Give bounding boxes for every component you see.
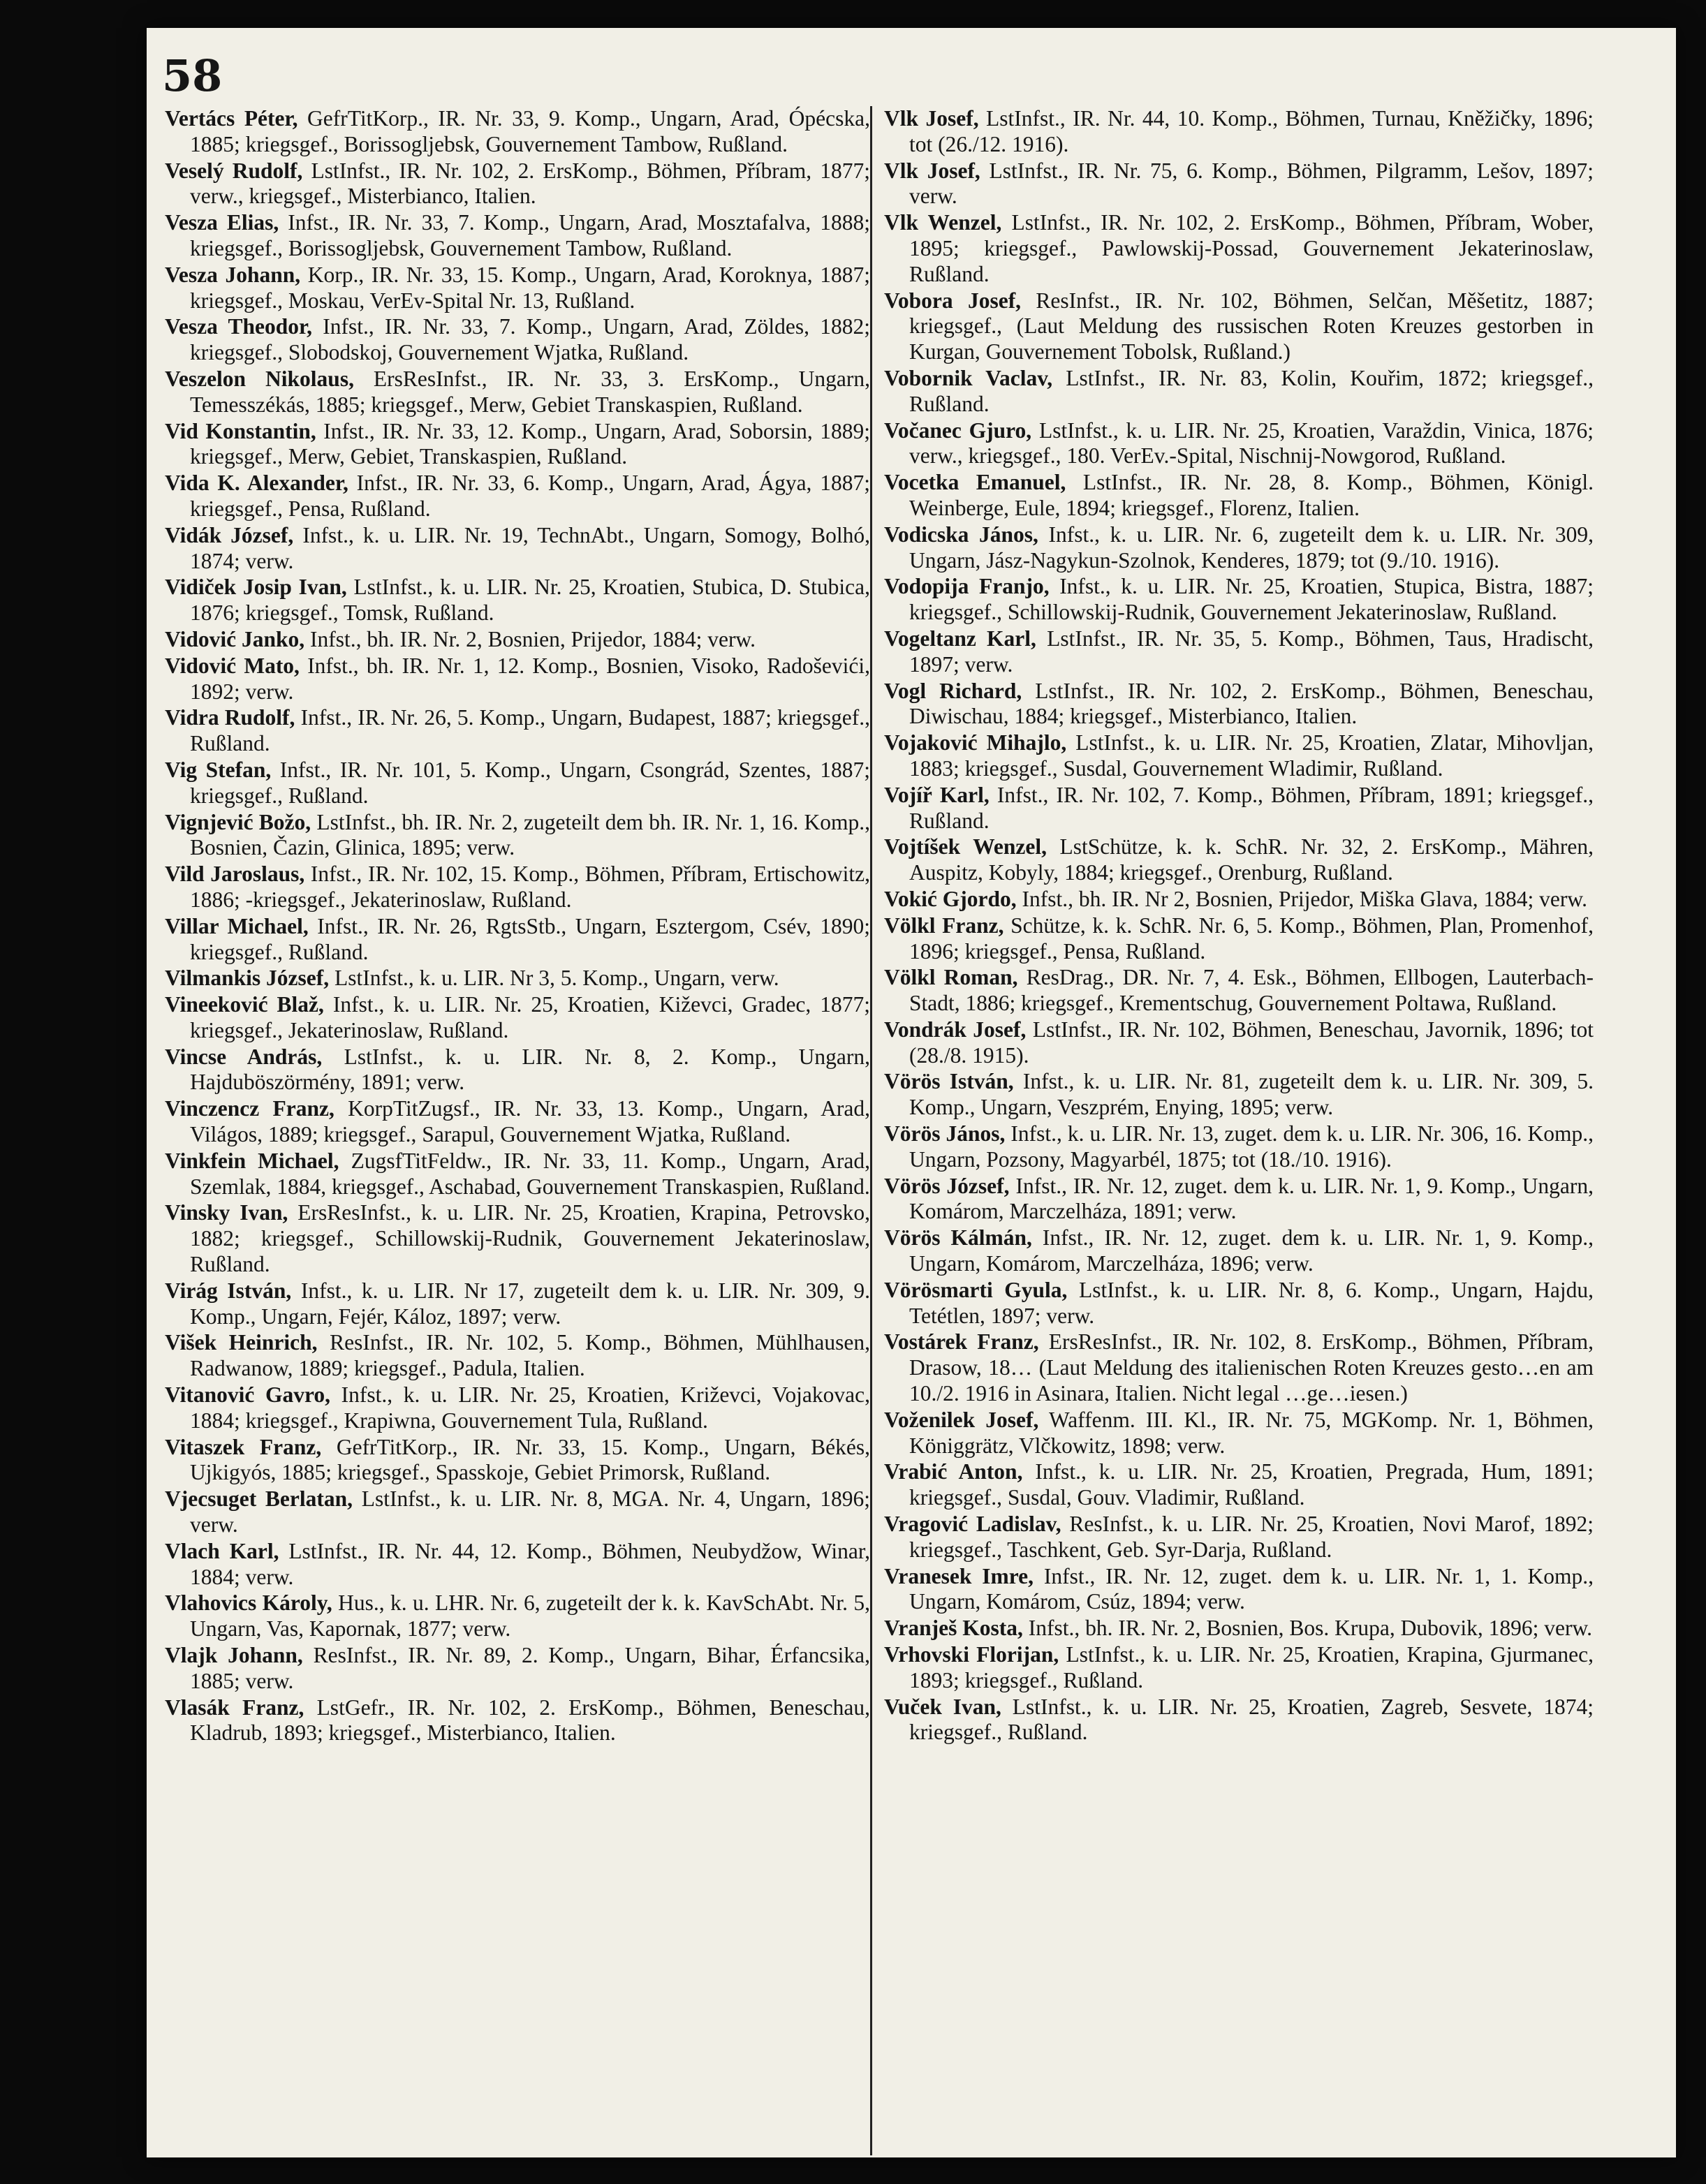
register-entry <box>884 210 1594 287</box>
entry-details: Infst., bh. IR. Nr 2, Bosnien, Prijedor, Miška Glava, 1884; verw. <box>1016 886 1587 911</box>
entry-name: Vinsky Ivan, <box>165 1200 288 1225</box>
entry-details: Hus., k. u. LHR. Nr. 6, zugeteilt der k. k. KavSchAbt. Nr. 5, Ungarn, Vas, Kapornak, 1877; verw. <box>190 1591 870 1641</box>
entry-name: Vörös István, <box>884 1069 1014 1094</box>
entry-details: ErsResInfst., k. u. LIR. Nr. 25, Kroatien, Krapina, Petrovsko, 1882; kriegsgef., Schillowskij-Rudnik, Gouvernement Jekaterinoslaw, Rußland. <box>190 1200 870 1277</box>
register-entry <box>165 106 870 158</box>
register-entry <box>884 626 1594 678</box>
entry-details: KorpTitZugsf., IR. Nr. 33, 13. Komp., Ungarn, Arad, Világos, 1889; kriegsgef., Sarapul, Gouvernement Wjatka, Rußland. <box>190 1096 870 1147</box>
entry-details: Infst., k. u. LIR. Nr. 25, Kroatien, Pregrada, Hum, 1891; kriegsgef., Susdal, Gouv. Vladimir, Rußland. <box>909 1459 1594 1510</box>
entry-name: Vlk Wenzel, <box>884 210 1002 235</box>
entry-name: Vesza Elias, <box>165 210 279 235</box>
entry-details: Infst., IR. Nr. 102, 7. Komp., Böhmen, Příbram, 1891; kriegsgef., Rußland. <box>909 782 1594 833</box>
entry-details: Infst., k. u. LIR. Nr. 6, zugeteilt dem k. u. LIR. Nr. 309, Ungarn, Jász-Nagykun-Szolnok, Kenderes, 1879; tot (9./10. 1916). <box>909 522 1594 573</box>
entry-name: Vostárek Franz, <box>884 1329 1039 1355</box>
entry-details: Infst., k. u. LIR. Nr 17, zugeteilt dem k. u. LIR. Nr. 309, 9. Komp., Ungarn, Fejér, Káloz, 1897; verw. <box>190 1278 870 1329</box>
register-entry <box>884 679 1594 730</box>
entry-details: LstInfst., IR. Nr. 102, Böhmen, Beneschau, Javornik, 1896; tot (28./8. 1915). <box>909 1017 1594 1068</box>
entry-details: LstInfst., k. u. LIR. Nr. 25, Kroatien, Zlatar, Mihovljan, 1883; kriegsgef., Susdal, Gouvernement Wladimir, Rußland. <box>909 730 1594 781</box>
register-entry <box>884 1225 1594 1277</box>
register-entry <box>884 418 1594 470</box>
register-entry <box>884 1329 1594 1406</box>
entry-name: Vranješ Kosta, <box>884 1616 1023 1641</box>
left-column <box>165 106 870 1747</box>
register-entry <box>165 1695 870 1747</box>
register-entry <box>884 106 1594 158</box>
register-entry <box>165 992 870 1044</box>
entry-name: Vesza Theodor, <box>165 314 312 339</box>
entry-details: LstInfst., bh. IR. Nr. 2, zugeteilt dem bh. IR. Nr. 1, 16. Komp., Bosnien, Čazin, Glinica, 1895; verw. <box>190 809 870 860</box>
register-entry <box>165 914 870 966</box>
entry-details: Infst., k. u. LIR. Nr. 13, zuget. dem k. u. LIR. Nr. 306, 16. Komp., Ungarn, Pozsony, Magyarbél, 1875; tot (18./10. 1916). <box>909 1121 1594 1172</box>
register-entry <box>884 887 1594 913</box>
entry-name: Vobora Josef, <box>884 288 1022 313</box>
entry-name: Vinczencz Franz, <box>165 1096 334 1121</box>
register-entry <box>884 1121 1594 1173</box>
entry-details: Infst., k. u. LIR. Nr. 81, zugeteilt dem k. u. LIR. Nr. 309, 5. Komp., Ungarn, Veszprém, Enying, 1895; verw. <box>909 1069 1594 1120</box>
register-entry <box>165 471 870 522</box>
register-entry <box>165 314 870 366</box>
entry-name: Veselý Rudolf, <box>165 158 303 183</box>
entry-name: Veszelon Nikolaus, <box>165 366 354 391</box>
entry-name: Völkl Roman, <box>884 965 1018 990</box>
entry-details: ResInfst., IR. Nr. 102, 5. Komp., Böhmen, Mühlhausen, Radwanow, 1889; kriegsgef., Padula, Italien. <box>190 1330 870 1381</box>
entry-name: Vlajk Johann, <box>165 1643 303 1668</box>
entry-name: Vida K. Alexander, <box>165 471 348 496</box>
entry-details: Infst., IR. Nr. 33, 7. Komp., Ungarn, Arad, Zöldes, 1882; kriegsgef., Slobodskoj, Gouvernement Wjatka, Rußland. <box>190 314 870 365</box>
register-entry <box>884 1695 1594 1746</box>
register-entry <box>165 1149 870 1200</box>
register-entry <box>165 705 870 757</box>
entry-name: Vidák József, <box>165 522 294 547</box>
register-entry <box>165 1486 870 1538</box>
register-entry <box>165 758 870 809</box>
register-entry <box>884 1642 1594 1694</box>
register-entry <box>165 263 870 314</box>
entry-name: Vranesek Imre, <box>884 1563 1034 1588</box>
register-entry <box>884 834 1594 886</box>
entry-details: Waffenm. III. Kl., IR. Nr. 75, MGKomp. Nr. 1, Böhmen, Königgrätz, Vlčkowitz, 1898; verw. <box>909 1407 1594 1458</box>
page-number: 58 <box>162 50 223 101</box>
entry-details: LstGefr., IR. Nr. 102, 2. ErsKomp., Böhmen, Beneschau, Kladrub, 1893; kriegsgef., Misterbianco, Italien. <box>190 1695 870 1746</box>
entry-details: LstInfst., IR. Nr. 28, 8. Komp., Böhmen, Königl. Weinberge, Eule, 1894; kriegsgef., Florenz, Italien. <box>909 470 1594 520</box>
entry-details: Infst., IR. Nr. 26, 5. Komp., Ungarn, Budapest, 1887; kriegsgef., Rußland. <box>190 705 870 756</box>
entry-details: LstInfst., IR. Nr. 102, 2. ErsKomp., Böhmen, Příbram, 1877; verw., kriegsgef., Misterbianco, Italien. <box>190 158 871 209</box>
entry-name: Vid Konstantin, <box>165 418 316 443</box>
entry-name: Vodicska János, <box>884 522 1038 547</box>
register-entry <box>884 574 1594 626</box>
entry-details: LstInfst., k. u. LIR. Nr. 8, 2. Komp., Ungarn, Hajduböszörmény, 1891; verw. <box>190 1044 871 1095</box>
entry-details: LstInfst., k. u. LIR. Nr. 8, 6. Komp., Ungarn, Hajdu, Tetétlen, 1897; verw. <box>909 1277 1594 1328</box>
entry-name: Vrhovski Florijan, <box>884 1642 1059 1667</box>
entry-name: Vjecsuget Berlatan, <box>165 1486 353 1512</box>
entry-details: LstInfst., k. u. LIR. Nr. 25, Kroatien, Varaždin, Vinica, 1876; verw., kriegsgef., 180. VerEv.-Spital, Nischnij-Nowgorod, Rußland. <box>909 418 1594 468</box>
entry-name: Vig Stefan, <box>165 757 272 782</box>
entry-details: Infst., IR. Nr. 26, RgtsStb., Ungarn, Esztergom, Csév, 1890; kriegsgef., Rußland. <box>190 913 870 964</box>
register-entry <box>165 627 870 653</box>
entry-details: Infst., IR. Nr. 12, zuget. dem k. u. LIR. Nr. 1, 1. Komp., Ungarn, Komárom, Csúz, 1894; verw. <box>909 1563 1594 1614</box>
entry-name: Vokić Gjordo, <box>884 886 1017 911</box>
register-entry <box>165 1278 870 1330</box>
entry-name: Vrabić Anton, <box>884 1459 1023 1484</box>
register-entry <box>165 575 870 626</box>
entry-details: Infst., bh. IR. Nr. 1, 12. Komp., Bosnien, Visoko, Radoševići, 1892; verw. <box>190 653 870 704</box>
register-entry <box>884 783 1594 834</box>
entry-name: Vineeković Blaž, <box>165 992 324 1017</box>
register-entry <box>165 810 870 862</box>
register-entry <box>884 288 1594 365</box>
entry-name: Vörös József, <box>884 1173 1010 1198</box>
entry-details: LstInfst., IR. Nr. 44, 10. Komp., Böhmen, Turnau, Kněžičky, 1896; tot (26./12. 1916). <box>909 106 1594 156</box>
register-entry <box>165 1643 870 1695</box>
register-entry <box>165 654 870 705</box>
entry-details: LstInfst., IR. Nr. 83, Kolin, Kouřim, 1872; kriegsgef., Rußland. <box>909 365 1594 416</box>
entry-name: Vodopija Franjo, <box>884 574 1050 599</box>
entry-name: Vidiček Josip Ivan, <box>165 575 347 600</box>
register-entry <box>165 1330 870 1382</box>
register-entry <box>884 1174 1594 1225</box>
entry-details: LstInfst., k. u. LIR. Nr 3, 5. Komp., Ungarn, verw. <box>329 966 779 991</box>
entry-name: Vojaković Mihajlo, <box>884 730 1067 755</box>
register-entry <box>884 470 1594 522</box>
entry-details: LstInfst., IR. Nr. 75, 6. Komp., Böhmen, Pilgramm, Lešov, 1897; verw. <box>909 158 1594 209</box>
register-entry <box>165 1200 870 1277</box>
entry-name: Vuček Ivan, <box>884 1694 1001 1719</box>
entry-name: Vitanović Gavro, <box>165 1382 331 1408</box>
register-entry <box>165 1435 870 1486</box>
entry-name: Vertács Péter, <box>165 106 298 131</box>
register-entry <box>884 1069 1594 1121</box>
entry-details: ZugsfTitFeldw., IR. Nr. 33, 11. Komp., Ungarn, Arad, Szemlak, 1884, kriegsgef., Aschabad, Gouvernement Transkaspien, Rußland. <box>190 1148 870 1199</box>
entry-name: Vlk Josef, <box>884 106 979 131</box>
entry-details: Infst., k. u. LIR. Nr. 25, Kroatien, Stupica, Bistra, 1887; kriegsgef., Schillowskij-Rudnik, Gouvernement Jekaterinoslaw, Rußland. <box>909 574 1594 625</box>
register-entry <box>165 210 870 262</box>
entry-name: Völkl Franz, <box>884 913 1004 938</box>
entry-details: Infst., IR. Nr. 12, zuget. dem k. u. LIR. Nr. 1, 9. Komp., Ungarn, Komárom, Marczelháza, 1896; verw. <box>909 1225 1594 1276</box>
entry-name: Vidović Mato, <box>165 653 300 678</box>
entry-details: ResDrag., DR. Nr. 7, 4. Esk., Böhmen, Ellbogen, Lauterbach-Stadt, 1886; kriegsgef., Krementschug, Gouvernement Poltawa, Rußland. <box>909 965 1594 1016</box>
entry-name: Vogeltanz Karl, <box>884 626 1036 651</box>
entry-details: Korp., IR. Nr. 33, 15. Komp., Ungarn, Arad, Koroknya, 1887; kriegsgef., Moskau, VerEv-Spital Nr. 13, Rußland. <box>190 262 870 313</box>
entry-details: Infst., bh. IR. Nr. 2, Bosnien, Prijedor, 1884; verw. <box>304 626 756 651</box>
entry-details: LstInfst., k. u. LIR. Nr. 25, Kroatien, Krapina, Gjurmanec, 1893; kriegsgef., Rußland. <box>909 1642 1594 1692</box>
entry-name: Vragović Ladislav, <box>884 1512 1061 1537</box>
entry-details: Infst., IR. Nr. 102, 15. Komp., Böhmen, Příbram, Ertischowitz, 1886; -kriegsgef., Jekaterinoslaw, Rußland. <box>190 862 870 912</box>
entry-name: Vlasák Franz, <box>165 1695 304 1720</box>
entry-details: LstSchütze, k. k. SchR. Nr. 32, 2. ErsKomp., Mähren, Auspitz, Kobyly, 1884; kriegsgef., Orenburg, Rußland. <box>909 834 1594 885</box>
register-entry <box>884 730 1594 782</box>
entry-name: Vočanec Gjuro, <box>884 418 1032 443</box>
entry-name: Vojtíšek Wenzel, <box>884 834 1047 859</box>
entry-details: ErsResInfst., IR. Nr. 33, 3. ErsKomp., Ungarn, Temesszékás, 1885; kriegsgef., Merw, Gebiet Transkaspien, Rußland. <box>190 366 870 417</box>
register-entry <box>165 1591 870 1642</box>
entry-name: Vitaszek Franz, <box>165 1434 322 1459</box>
register-entry <box>884 965 1594 1017</box>
register-entry <box>884 913 1594 965</box>
register-entry <box>165 419 870 471</box>
entry-name: Višek Heinrich, <box>165 1330 318 1355</box>
entry-name: Vlahovics Károly, <box>165 1591 332 1616</box>
register-entry <box>165 367 870 418</box>
register-entry <box>165 158 870 210</box>
register-entry <box>884 158 1594 210</box>
entry-details: Schütze, k. k. SchR. Nr. 6, 5. Komp., Böhmen, Plan, Promenhof, 1896; kriegsgef., Pensa, Rußland. <box>909 913 1594 964</box>
right-column <box>884 106 1594 1746</box>
entry-details: ResInfst., IR. Nr. 102, Böhmen, Selčan, Měšetitz, 1887; kriegsgef., (Laut Meldung des russischen Roten Kreuzes gestorben in Kurgan, Gouvernement Tobolsk, Rußland.) <box>909 288 1594 364</box>
column-divider <box>870 106 872 2155</box>
entry-name: Vidra Rudolf, <box>165 705 295 730</box>
entry-name: Vlk Josef, <box>884 158 980 183</box>
register-entry <box>884 366 1594 418</box>
entry-name: Vinkfein Michael, <box>165 1148 339 1173</box>
entry-name: Vincse András, <box>165 1044 323 1069</box>
entry-details: Infst., IR. Nr. 101, 5. Komp., Ungarn, Csongrád, Szentes, 1887; kriegsgef., Rußland. <box>190 757 870 808</box>
entry-details: GefrTitKorp., IR. Nr. 33, 9. Komp., Ungarn, Arad, Ópécska, 1885; kriegsgef., Borissogljebsk, Gouvernement Tambow, Rußland. <box>190 106 870 156</box>
entry-details: LstInfst., IR. Nr. 102, 2. ErsKomp., Böhmen, Beneschau, Diwischau, 1884; kriegsgef., Misterbianco, Italien. <box>909 678 1594 729</box>
entry-details: Infst., k. u. LIR. Nr. 25, Kroatien, Kiževci, Gradec, 1877; kriegsgef., Jekaterinoslaw, Rußland. <box>190 992 870 1042</box>
entry-name: Vörösmarti Gyula, <box>884 1277 1068 1302</box>
entry-details: LstInfst., k. u. LIR. Nr. 8, MGA. Nr. 4, Ungarn, 1896; verw. <box>190 1486 870 1537</box>
entry-name: Vondrák Josef, <box>884 1017 1027 1042</box>
register-entry <box>165 523 870 575</box>
entry-name: Vobornik Vaclav, <box>884 365 1053 390</box>
entry-details: Infst., IR. Nr. 33, 6. Komp., Ungarn, Arad, Ágya, 1887; kriegsgef., Pensa, Rußland. <box>190 471 870 521</box>
entry-name: Vocetka Emanuel, <box>884 470 1066 495</box>
entry-name: Vörös János, <box>884 1121 1006 1146</box>
entry-details: ResInfst., IR. Nr. 89, 2. Komp., Ungarn, Bihar, Érfancsika, 1885; verw. <box>190 1643 870 1693</box>
register-entry <box>884 522 1594 574</box>
entry-name: Vojíř Karl, <box>884 782 990 807</box>
register-entry <box>165 1045 870 1096</box>
register-entry <box>165 1382 870 1434</box>
entry-name: Vignjević Božo, <box>165 809 311 834</box>
entry-details: LstInfst., IR. Nr. 35, 5. Komp., Böhmen, Taus, Hradischt, 1897; verw. <box>909 626 1594 677</box>
register-entry <box>165 862 870 913</box>
entry-details: ErsResInfst., IR. Nr. 102, 8. ErsKomp., Böhmen, Příbram, Drasow, 18… (Laut Meldung des italienischen Roten Kreuzes gesto…en am 10./2. 1916 in Asinara, Italien. Nicht legal …ge…iesen.) <box>909 1329 1594 1406</box>
entry-name: Villar Michael, <box>165 913 309 938</box>
register-entry <box>884 1408 1594 1459</box>
entry-details: LstInfst., IR. Nr. 44, 12. Komp., Böhmen, Neubydžow, Winar, 1884; verw. <box>190 1538 870 1589</box>
entry-name: Vild Jaroslaus, <box>165 862 305 887</box>
register-entry <box>884 1512 1594 1563</box>
entry-details: Infst., IR. Nr. 33, 7. Komp., Ungarn, Arad, Mosztafalva, 1888; kriegsgef., Borissogljebsk, Gouvernement Tambow, Rußland. <box>190 210 870 260</box>
entry-name: Vesza Johann, <box>165 262 301 287</box>
entry-details: Infst., k. u. LIR. Nr. 19, TechnAbt., Ungarn, Somogy, Bolhó, 1874; verw. <box>190 522 870 573</box>
register-entry <box>884 1017 1594 1069</box>
entry-details: Infst., bh. IR. Nr. 2, Bosnien, Bos. Krupa, Dubovik, 1896; verw. <box>1022 1616 1593 1641</box>
register-entry <box>165 1539 870 1591</box>
entry-details: Infst., IR. Nr. 33, 12. Komp., Ungarn, Arad, Soborsin, 1889; kriegsgef., Merw, Gebiet, Transkaspien, Rußland. <box>190 418 870 469</box>
entry-details: LstInfst., k. u. LIR. Nr. 25, Kroatien, Stubica, D. Stubica, 1876; kriegsgef., Tomsk, Rußland. <box>190 575 871 626</box>
entry-name: Voženilek Josef, <box>884 1407 1039 1432</box>
register-entry <box>884 1459 1594 1511</box>
entry-details: GefrTitKorp., IR. Nr. 33, 15. Komp., Ungarn, Békés, Ujkigyós, 1885; kriegsgef., Spasskoje, Gebiet Primorsk, Rußland. <box>190 1434 870 1485</box>
entry-details: Infst., IR. Nr. 12, zuget. dem k. u. LIR. Nr. 1, 9. Komp., Ungarn, Komárom, Marczelháza, 1891; verw. <box>909 1173 1594 1224</box>
register-entry <box>884 1564 1594 1616</box>
entry-name: Vidović Janko, <box>165 626 305 651</box>
entry-details: ResInfst., k. u. LIR. Nr. 25, Kroatien, Novi Marof, 1892; kriegsgef., Taschkent, Geb. Syr-Darja, Rußland. <box>909 1512 1594 1562</box>
entry-name: Vilmankis József, <box>165 966 330 991</box>
entry-name: Vogl Richard, <box>884 678 1022 703</box>
entry-name: Vlach Karl, <box>165 1538 279 1563</box>
entry-name: Vörös Kálmán, <box>884 1225 1032 1250</box>
entry-details: LstInfst., IR. Nr. 102, 2. ErsKomp., Böhmen, Příbram, Wober, 1895; kriegsgef., Pawlowskij-Possad, Gouvernement Jekaterinoslaw, Rußland. <box>909 210 1594 286</box>
entry-details: LstInfst., k. u. LIR. Nr. 25, Kroatien, Zagreb, Sesvete, 1874; kriegsgef., Rußland. <box>909 1694 1594 1745</box>
register-entry <box>165 1096 870 1148</box>
register-entry <box>884 1616 1594 1641</box>
entry-name: Virág István, <box>165 1278 292 1303</box>
register-entry <box>165 966 870 991</box>
entry-details: Infst., k. u. LIR. Nr. 25, Kroatien, Križevci, Vojakovac, 1884; kriegsgef., Krapiwna, Gouvernement Tula, Rußland. <box>190 1382 870 1433</box>
register-entry <box>884 1278 1594 1329</box>
